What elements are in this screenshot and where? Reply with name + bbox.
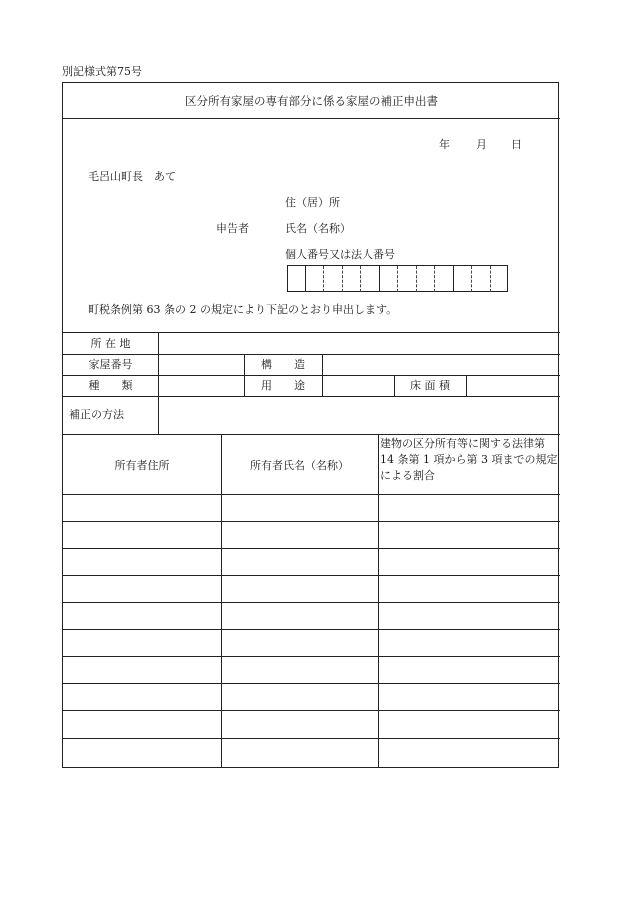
ratio-header-line: 建物の区分所有等に関する法律第 — [380, 437, 545, 450]
correction-method-value[interactable] — [159, 397, 559, 433]
date-day[interactable]: 日 — [511, 138, 522, 151]
box-divider — [397, 266, 398, 292]
form-title: 区分所有家屋の専有部分に係る家屋の補正申出書 — [185, 94, 438, 108]
table-row[interactable] — [63, 548, 560, 549]
box-divider — [416, 266, 417, 292]
location-value[interactable] — [159, 333, 559, 353]
structure-label: 構 造 — [261, 358, 305, 371]
box-divider — [305, 266, 306, 292]
number-label: 個人番号又は法人番号 — [285, 248, 395, 261]
box-divider — [490, 266, 491, 292]
house-number-value[interactable] — [159, 355, 243, 374]
box-divider — [453, 266, 454, 292]
table-row[interactable] — [63, 656, 560, 657]
divider — [63, 118, 560, 119]
table-row[interactable] — [63, 602, 560, 603]
floor-area-label: 床 面 積 — [410, 379, 450, 392]
owner-address-header: 所有者住所 — [114, 459, 170, 472]
type-label: 種 類 — [88, 379, 133, 392]
divider — [63, 434, 560, 435]
applicant-label: 申告者 — [216, 222, 249, 235]
divider — [63, 494, 560, 495]
box-divider — [342, 266, 343, 292]
table-row[interactable] — [63, 710, 560, 711]
box-divider — [434, 266, 435, 292]
form-number: 別記様式第75号 — [62, 65, 142, 78]
owner-name-header: 所有者氏名（名称） — [250, 459, 349, 472]
ratio-header-line: 14 条第 1 項から第 3 項までの規定 — [380, 453, 558, 466]
location-label: 所 在 地 — [90, 337, 131, 350]
statement: 町税条例第 63 条の 2 の規定により下記のとおり申出します。 — [88, 303, 398, 316]
box-divider — [323, 266, 324, 292]
ratio-header-line: による割合 — [380, 469, 435, 482]
box-divider — [471, 266, 472, 292]
table-row[interactable] — [63, 629, 560, 630]
divider — [221, 434, 222, 768]
structure-value[interactable] — [323, 355, 559, 374]
usage-value[interactable] — [323, 376, 393, 395]
table-row[interactable] — [63, 738, 560, 739]
box-divider — [360, 266, 361, 292]
table-row[interactable] — [63, 575, 560, 576]
usage-label: 用 途 — [261, 379, 305, 392]
address-label[interactable]: 住（居）所 — [285, 196, 340, 209]
divider — [378, 434, 379, 768]
house-number-label: 家屋番号 — [88, 358, 133, 371]
form-frame — [62, 82, 559, 768]
date-year[interactable]: 年 — [439, 138, 450, 151]
table-row[interactable] — [63, 521, 560, 522]
correction-method-label: 補正の方法 — [69, 408, 124, 421]
number-boxes[interactable] — [287, 265, 508, 292]
addressee: 毛呂山町長 あて — [88, 170, 176, 183]
table-row[interactable] — [63, 683, 560, 684]
date-month[interactable]: 月 — [476, 138, 487, 151]
ratio-header — [380, 436, 560, 484]
name-label[interactable]: 氏名（名称） — [285, 222, 351, 235]
floor-area-value[interactable] — [467, 376, 559, 395]
box-divider — [379, 266, 380, 292]
type-value[interactable] — [159, 376, 243, 395]
